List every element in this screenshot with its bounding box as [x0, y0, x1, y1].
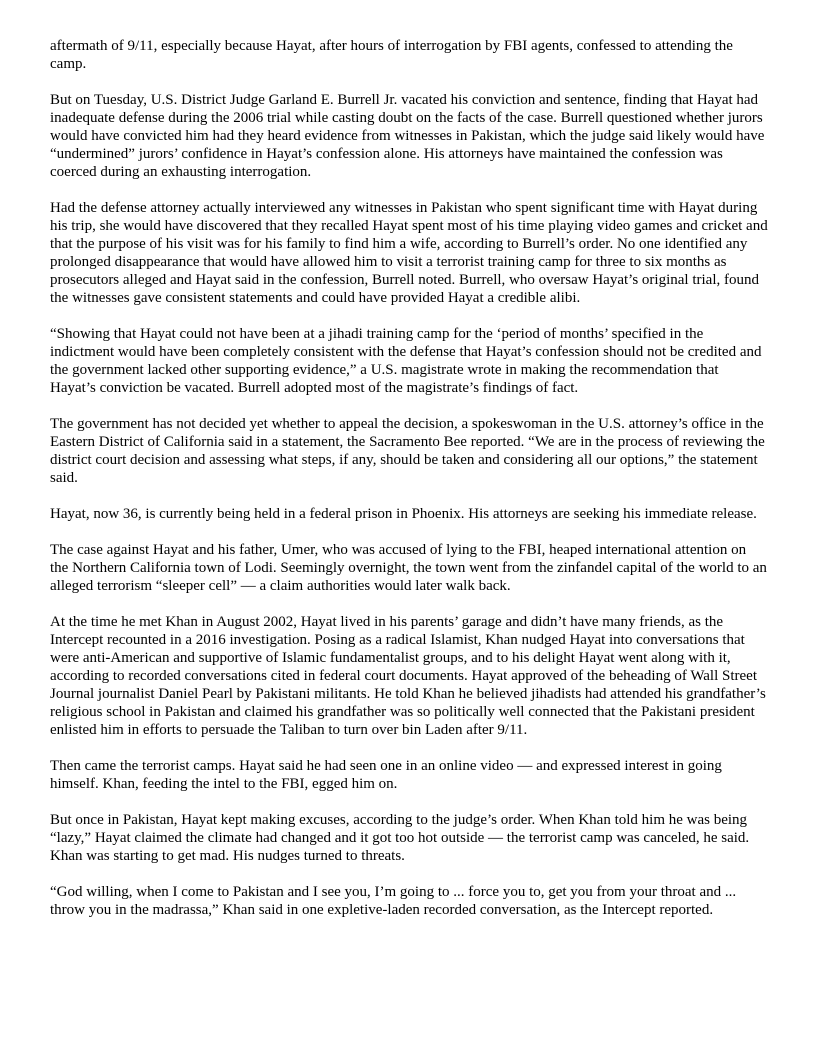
- paragraph-11: “God willing, when I come to Pakistan and I see you, I’m going to ... force you to, get you from your throat and ... throw you in the madrassa,” Khan said in one expletive-laden recorded conversation, as the Intercept reported.: [50, 884, 737, 918]
- paragraph-6: Hayat, now 36, is currently being held in a federal prison in Phoenix. His attorneys are seeking his immediate release.: [50, 506, 757, 522]
- paragraph-5: The government has not decided yet whether to appeal the decision, a spokeswoman in the U.S. attorney’s office in the Eastern District of California said in a statement, the Sacramento Bee reported. “We are in the process of reviewing the district court decision and assessing what steps, if any, should be taken and considering all our options,” the statement said.: [50, 416, 765, 486]
- paragraph-10: But once in Pakistan, Hayat kept making excuses, according to the judge’s order. When Khan told him he was being “lazy,” Hayat claimed the climate had changed and it got too hot outside — the terrorist camp was canceled, he said. Khan was starting to get mad. His nudges turned to threats.: [50, 812, 750, 864]
- paragraph-3: Had the defense attorney actually interviewed any witnesses in Pakistan who spent significant time with Hayat during his trip, she would have discovered that they recalled Hayat spent most of his time playing video games and cricket and that the purpose of his visit was for his family to find him a wife, according to Burrell’s order. No one identified any prolonged disappearance that would have allowed him to visit a terrorist training camp for three to six months as prosecutors alleged and Hayat said in the confession, Burrell noted. Burrell, who oversaw Hayat’s original trial, found the witnesses gave consistent statements and could have provided Hayat a credible alibi.: [50, 200, 768, 306]
- article-body: [50, 37, 768, 937]
- paragraph-8: At the time he met Khan in August 2002, Hayat lived in his parents’ garage and didn’t have many friends, as the Intercept recounted in a 2016 investigation. Posing as a radical Islamist, Khan nudged Hayat into conversations that were anti-American and supportive of Islamic fundamentalist groups, and to his delight Hayat went along with it, according to recorded conversations cited in federal court documents. Hayat approved of the beheading of Wall Street Journal journalist Daniel Pearl by Pakistani militants. He told Khan he believed jihadists had attended his grandfather’s religious school in Pakistan and claimed his grandfather was so politically well connected that the Pakistani president enlisted him in efforts to persuade the Taliban to turn over bin Laden after 9/11.: [50, 614, 766, 738]
- paragraph-2: But on Tuesday, U.S. District Judge Garland E. Burrell Jr. vacated his conviction and sentence, finding that Hayat had inadequate defense during the 2006 trial while casting doubt on the facts of the case. Burrell questioned whether jurors would have convicted him had they heard evidence from witnesses in Pakistan, which the judge said likely would have “undermined” jurors’ confidence in Hayat’s confession alone. His attorneys have maintained the confession was coerced during an exhausting interrogation.: [50, 92, 765, 180]
- paragraph-7: The case against Hayat and his father, Umer, who was accused of lying to the FBI, heaped international attention on the Northern California town of Lodi. Seemingly overnight, the town went from the zinfandel capital of the world to an alleged terrorism “sleeper cell” — a claim authorities would later walk back.: [50, 542, 767, 594]
- paragraph-4: “Showing that Hayat could not have been at a jihadi training camp for the ‘period of months’ specified in the indictment would have been completely consistent with the defense that Hayat’s confession should not be credited and the government lacked other supporting evidence,” a U.S. magistrate wrote in making the recommendation that Hayat’s conviction be vacated. Burrell adopted most of the magistrate’s findings of fact.: [50, 326, 762, 396]
- paragraph-1: aftermath of 9/11, especially because Hayat, after hours of interrogation by FBI agents, confessed to attending the camp.: [50, 38, 733, 72]
- paragraph-9: Then came the terrorist camps. Hayat said he had seen one in an online video — and expressed interest in going himself. Khan, feeding the intel to the FBI, egged him on.: [50, 758, 722, 792]
